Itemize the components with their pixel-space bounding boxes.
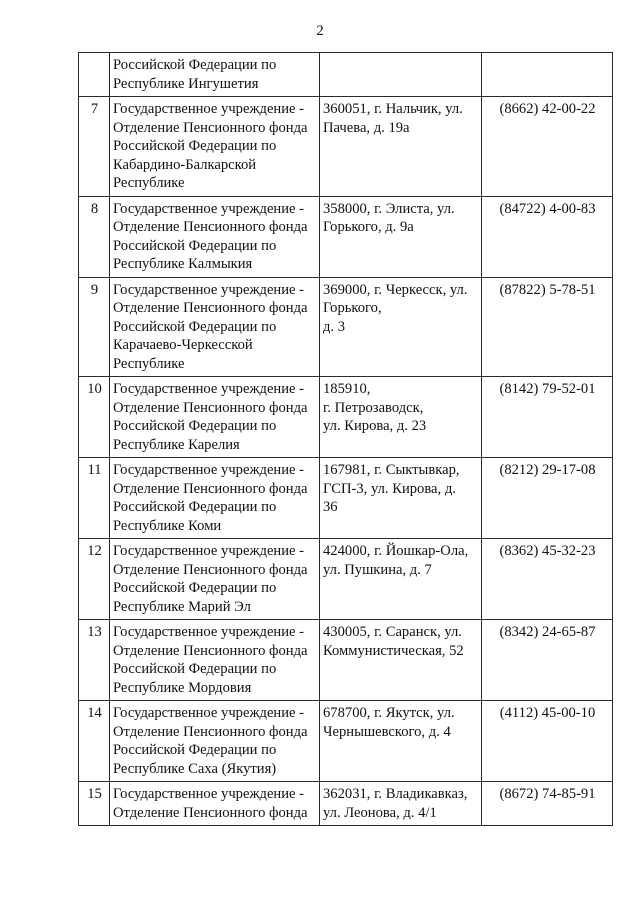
institution-name-line: Республике Коми <box>113 517 222 534</box>
institution-name-line: Российской Федерации по <box>113 742 277 758</box>
address-line: 185910, <box>323 381 371 397</box>
address-cell <box>320 377 482 458</box>
address-line: 678700, г. Якутск, ул. <box>323 705 455 721</box>
phone-cell: (8142) 79-52-01 <box>482 377 613 458</box>
address-line: Чернышевского, д. 4 <box>323 723 451 740</box>
institution-name-line: Республике <box>113 355 185 372</box>
institution-name-line: Отделение Пенсионного фонда <box>113 804 308 821</box>
institution-name-line: Карачаево-Черкесской <box>113 337 253 353</box>
institution-name-line: Республике Саха (Якутия) <box>113 760 277 777</box>
address-line: Горького, д. 9а <box>323 219 414 235</box>
institution-name-cell <box>110 196 320 277</box>
phone-cell: (8342) 24-65-87 <box>482 620 613 701</box>
institution-name-cell <box>110 782 320 826</box>
address-line: Коммунистическая, 52 <box>323 642 464 659</box>
row-number <box>79 53 110 97</box>
institution-name-line: Государственное учреждение - <box>113 462 305 478</box>
row-number: 15 <box>79 782 110 826</box>
institution-name-cell <box>110 458 320 539</box>
table-row <box>79 377 613 458</box>
institution-name-line: Отделение Пенсионного фонда <box>113 480 308 497</box>
table-row <box>79 97 613 197</box>
pension-fund-offices-table <box>78 52 613 826</box>
institution-name-line: Российской Федерации по <box>113 138 277 154</box>
institution-name-line: Отделение Пенсионного фонда <box>113 119 308 136</box>
institution-name-cell <box>110 701 320 782</box>
institution-name-line: Государственное учреждение - <box>113 381 305 397</box>
address-cell <box>320 782 482 826</box>
address-line: 36 <box>323 499 338 515</box>
institution-name-line: Российской Федерации по <box>113 57 277 73</box>
table-row <box>79 620 613 701</box>
phone-cell: (8212) 29-17-08 <box>482 458 613 539</box>
institution-name-cell <box>110 97 320 197</box>
institution-name-cell <box>110 277 320 377</box>
address-line: Горького, <box>323 300 382 316</box>
institution-name-line: Республике Мордовия <box>113 679 252 696</box>
row-number: 9 <box>79 277 110 377</box>
institution-name-line: Государственное учреждение - <box>113 281 305 298</box>
address-cell <box>320 196 482 277</box>
institution-name-line: Кабардино-Балкарской <box>113 156 257 173</box>
address-cell <box>320 620 482 701</box>
institution-name-cell <box>110 53 320 97</box>
row-number: 8 <box>79 196 110 277</box>
table-row <box>79 701 613 782</box>
address-line: 362031, г. Владикавказ, <box>323 786 468 802</box>
address-line: ул. Леонова, д. 4/1 <box>323 804 437 821</box>
institution-name-line: Государственное учреждение - <box>113 200 305 217</box>
address-line: Пачева, д. 19а <box>323 119 410 136</box>
institution-name-line: Отделение Пенсионного фонда <box>113 300 308 316</box>
institution-name-line: Российской Федерации по <box>113 499 277 515</box>
address-cell <box>320 539 482 620</box>
phone-cell: (8672) 74-85-91 <box>482 782 613 826</box>
table-row <box>79 53 613 97</box>
row-number: 7 <box>79 97 110 197</box>
address-cell <box>320 97 482 197</box>
row-number: 10 <box>79 377 110 458</box>
institution-name-line: Российской Федерации по <box>113 661 277 677</box>
table-row <box>79 277 613 377</box>
address-cell <box>320 701 482 782</box>
table-row <box>79 539 613 620</box>
institution-name-line: Республике Калмыкия <box>113 256 253 272</box>
institution-name-line: Отделение Пенсионного фонда <box>113 642 308 659</box>
row-number: 11 <box>79 458 110 539</box>
institution-name-line: Отделение Пенсионного фонда <box>113 723 308 740</box>
phone-cell: (87822) 5-78-51 <box>482 277 613 377</box>
address-cell <box>320 277 482 377</box>
table-row <box>79 782 613 826</box>
address-line: 360051, г. Нальчик, ул. <box>323 101 463 117</box>
address-cell <box>320 458 482 539</box>
institution-name-line: Государственное учреждение - <box>113 543 305 559</box>
institution-name-cell <box>110 377 320 458</box>
address-line: ГСП-3, ул. Кирова, д. <box>323 480 456 497</box>
row-number: 12 <box>79 539 110 620</box>
table-row <box>79 196 613 277</box>
institution-name-line: Государственное учреждение - <box>113 624 305 640</box>
phone-cell <box>482 53 613 97</box>
address-line: д. 3 <box>323 318 346 335</box>
institution-name-line: Отделение Пенсионного фонда <box>113 561 308 578</box>
phone-cell: (84722) 4-00-83 <box>482 196 613 277</box>
institution-name-line: Республике Марий Эл <box>113 598 251 615</box>
institution-name-line: Государственное учреждение - <box>113 786 305 802</box>
institution-name-line: Российской Федерации по <box>113 237 277 254</box>
institution-name-line: Отделение Пенсионного фонда <box>113 399 308 416</box>
address-line: 369000, г. Черкесск, ул. <box>323 281 468 298</box>
address-line: 430005, г. Саранск, ул. <box>323 624 462 640</box>
institution-name-cell <box>110 620 320 701</box>
table-body <box>79 53 613 826</box>
address-line: 358000, г. Элиста, ул. <box>323 200 455 217</box>
address-line: 424000, г. Йошкар-Ола, <box>323 543 469 559</box>
address-cell <box>320 53 482 97</box>
institution-name-line: Российской Федерации по <box>113 580 277 596</box>
address-line: ул. Кирова, д. 23 <box>323 418 427 434</box>
institution-name-line: Государственное учреждение - <box>113 705 305 721</box>
address-line: ул. Пушкина, д. 7 <box>323 561 432 578</box>
institution-name-line: Республике Карелия <box>113 436 240 453</box>
institution-name-line: Российской Федерации по <box>113 318 277 335</box>
institution-name-line: Российской Федерации по <box>113 418 277 434</box>
institution-name-line: Государственное учреждение - <box>113 101 305 117</box>
institution-name-cell <box>110 539 320 620</box>
row-number: 14 <box>79 701 110 782</box>
institution-name-line: Отделение Пенсионного фонда <box>113 219 308 235</box>
phone-cell: (4112) 45-00-10 <box>482 701 613 782</box>
institution-name-line: Республике <box>113 175 185 191</box>
institution-name-line: Республике Ингушетия <box>113 75 259 92</box>
phone-cell: (8362) 45-32-23 <box>482 539 613 620</box>
row-number: 13 <box>79 620 110 701</box>
address-line: 167981, г. Сыктывкар, <box>323 462 460 478</box>
table-row <box>79 458 613 539</box>
address-line: г. Петрозаводск, <box>323 399 424 416</box>
phone-cell: (8662) 42-00-22 <box>482 97 613 197</box>
page-number: 2 <box>316 23 324 39</box>
